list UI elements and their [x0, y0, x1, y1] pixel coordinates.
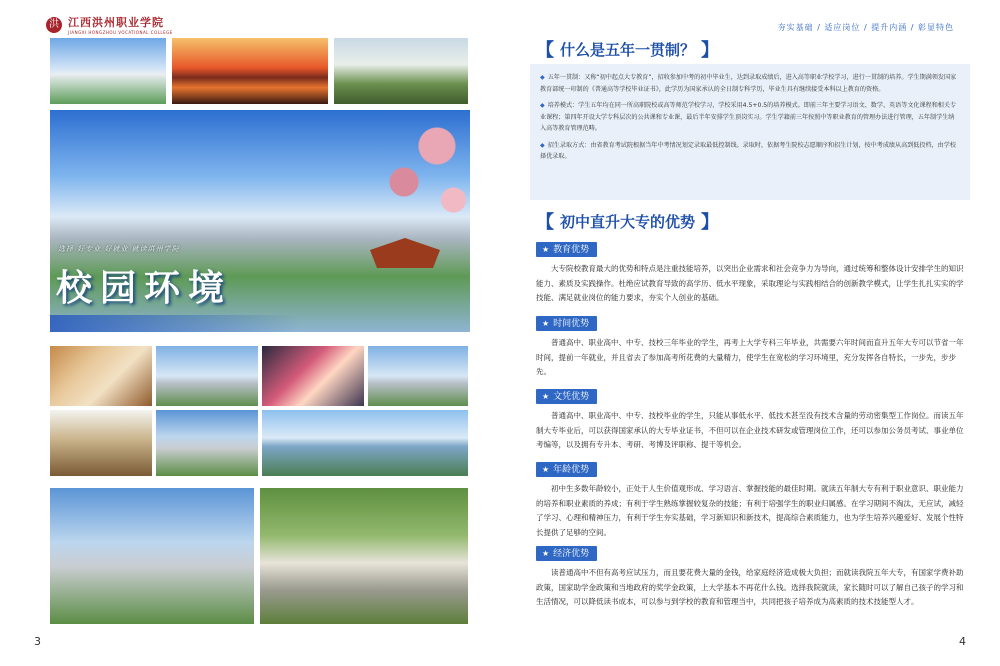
advantage-text-economy: 读普通高中不但有高考应试压力，而且要花费大量的金钱，给家庭经济造成极大负担；而就读我院五年大专，有国家学费补助政策，国家助学金政策和当地政府的奖学金政策，上大学基本不再花什么钱。选择我院就读，家长随时可以了解自己孩子的学习和生活情况，可以降低读书成本，可以参与到学校的教育和管理当中，共同把孩子培养成为高素质的技术技能型人才。: [536, 568, 964, 606]
section-title-what: 【 什么是五年一贯制？ 】: [536, 36, 719, 62]
advantage-text-education: 大专院校教育最大的优势和特点是注重技能培养，以突出企业需求和社会竞争力为导向，通过统筹和整体设计安排学生的知识能力、素质及实践操作。杜绝应试教育导致的高学历、低水平现象，采取理论与实践相结合的创新教学模式，让学生扎扎实实的学技能、满足就业岗位的能力要求，夯实个人创业的基础。: [536, 264, 964, 302]
pavilion-roof: [370, 238, 440, 268]
star-icon: ★: [542, 319, 550, 328]
advantage-tag-economy: ★ 经济优势: [536, 546, 597, 561]
advantage-tag-education: ★ 教育优势: [536, 242, 597, 257]
students-reading-photo: [262, 346, 364, 406]
teaching-building-photo: [156, 346, 258, 406]
definition-box: [530, 64, 970, 200]
star-icon: ★: [542, 465, 550, 474]
bracket-right-icon: 】: [701, 212, 720, 233]
lakeside-campus-photo: [262, 410, 468, 476]
definition-item: ◆ 招生录取方式：由省教育考试院根据当年中考情况划定录取最低控制线。录取时，依据考生院校志愿顺序和招生计划，按中考成绩从高到低投档，由学校择优录取。: [540, 141, 956, 160]
campus-square-photo: [156, 410, 258, 476]
campus-stone-photo: [334, 38, 468, 104]
hero-title: 校园环境: [56, 267, 233, 309]
library-photo: [50, 410, 152, 476]
advantage-text-time: 普通高中、职业高中、中专、技校三年毕业的学生，再考上大学专科三年毕业，共需要六年时间而直升五年大专可以节省一年时间，提前一年就业，并且省去了参加高考所花费的大量精力，使学生在宽松的学习环境里，充分发挥各自特长，一步先，步步先。: [536, 338, 964, 376]
advantage-tag-time: ★ 时间优势: [536, 316, 597, 331]
advantage-tag-diploma: ★ 文凭优势: [536, 389, 597, 404]
hero-slogan: 选择 好专业 好就业 就读洪州学院: [58, 245, 180, 253]
definition-item: ◆ 培养模式：学生五年均在同一所高职院校或高等师范学校学习，学校采用4.5+0.5的培养模式。即前三年主要学习语文、数学、英语等文化课程和相关专业课程；第四年开设大学专科层次的公共课和专业课，最后半年安排学生顶岗实习。学生学籍前三年按照中等职业教育的管理办法进行管理，五年制学生纳入高等教育管理范畴。: [540, 102, 957, 132]
sunset-lake-photo: [172, 38, 328, 104]
diamond-bullet-icon: ◆: [540, 102, 545, 109]
star-icon: ★: [542, 245, 550, 254]
advantage-text-diploma: 普通高中、职业高中、中专、技校毕业的学生，只能从事低水平、低技术甚至没有技术含量的劳动密集型工作岗位。而读五年制大专毕业后，可以获得国家承认的大专毕业证书，不但可以在企业技术研发或管理岗位工作，还可以参加公务员考试、事业单位考编等，以及拥有专升本、考研、考博及评职称、提干等机会。: [536, 411, 964, 449]
advantage-tag-age: ★ 年龄优势: [536, 462, 597, 477]
main-building-photo: [50, 488, 254, 624]
bracket-left-icon: 【: [536, 40, 554, 61]
confucius-statue-photo: [260, 488, 468, 624]
star-icon: ★: [542, 392, 550, 401]
college-emblem-icon: 洪: [46, 17, 62, 33]
hero-title-band: [50, 315, 300, 332]
bracket-left-icon: 【: [536, 212, 554, 233]
blossom-branch: [360, 110, 470, 230]
diamond-bullet-icon: ◆: [540, 74, 545, 81]
bracket-right-icon: 】: [701, 40, 720, 61]
star-icon: ★: [542, 549, 550, 558]
college-logo: [46, 14, 173, 35]
definition-item: ◆ 五年一贯制：又称“初中起点大专教育”，招收参加中考的初中毕业生，达到录取成绩后，进入高等职业学校学习，进行一贯制的培养。学生期满领发国家教育部统一印制的《普通高等学校毕业证书》，此学历为国家承认的全日制专科学历，毕业生具有继续接受本科以上教育的资格。: [540, 74, 957, 93]
dormitory-photo: [50, 346, 152, 406]
page-number: 4: [959, 635, 966, 648]
college-name-en: JIANGXI HONGZHOU VOCATIONAL COLLEGE: [68, 30, 173, 35]
hero-campus-photo: [50, 110, 470, 332]
section-title-advantages: 【 初中直升大专的优势 】: [536, 208, 719, 234]
college-name-cn: 江西洪州职业学院: [68, 16, 164, 29]
page-number: 3: [34, 635, 41, 648]
diamond-bullet-icon: ◆: [540, 141, 545, 149]
campus-road-photo: [368, 346, 468, 406]
advantage-text-age: 初中生多数年龄较小，正处于人生价值观形成、学习语言、掌握技能的最佳时期。就读五年制大专有利于职业意识、职业能力的培养和职业素质的养成；有利于学生熟练掌握较复杂的技能；有利于培强学生的职业归属感。在学习期间不淘汰，无应试，减轻了学习、心理和精神压力，有利于学生夯实基础，学习新知识和新技术，提高综合素质能力，也为学生培养兴趣爱好、发展个性特长提供了足够的空间。: [536, 484, 964, 537]
header-tagline: 夯实基础 / 适应岗位 / 提升内涵 / 彰显特色: [777, 23, 954, 32]
right-page: [500, 0, 1000, 666]
campus-buildings-photo: [50, 38, 166, 104]
